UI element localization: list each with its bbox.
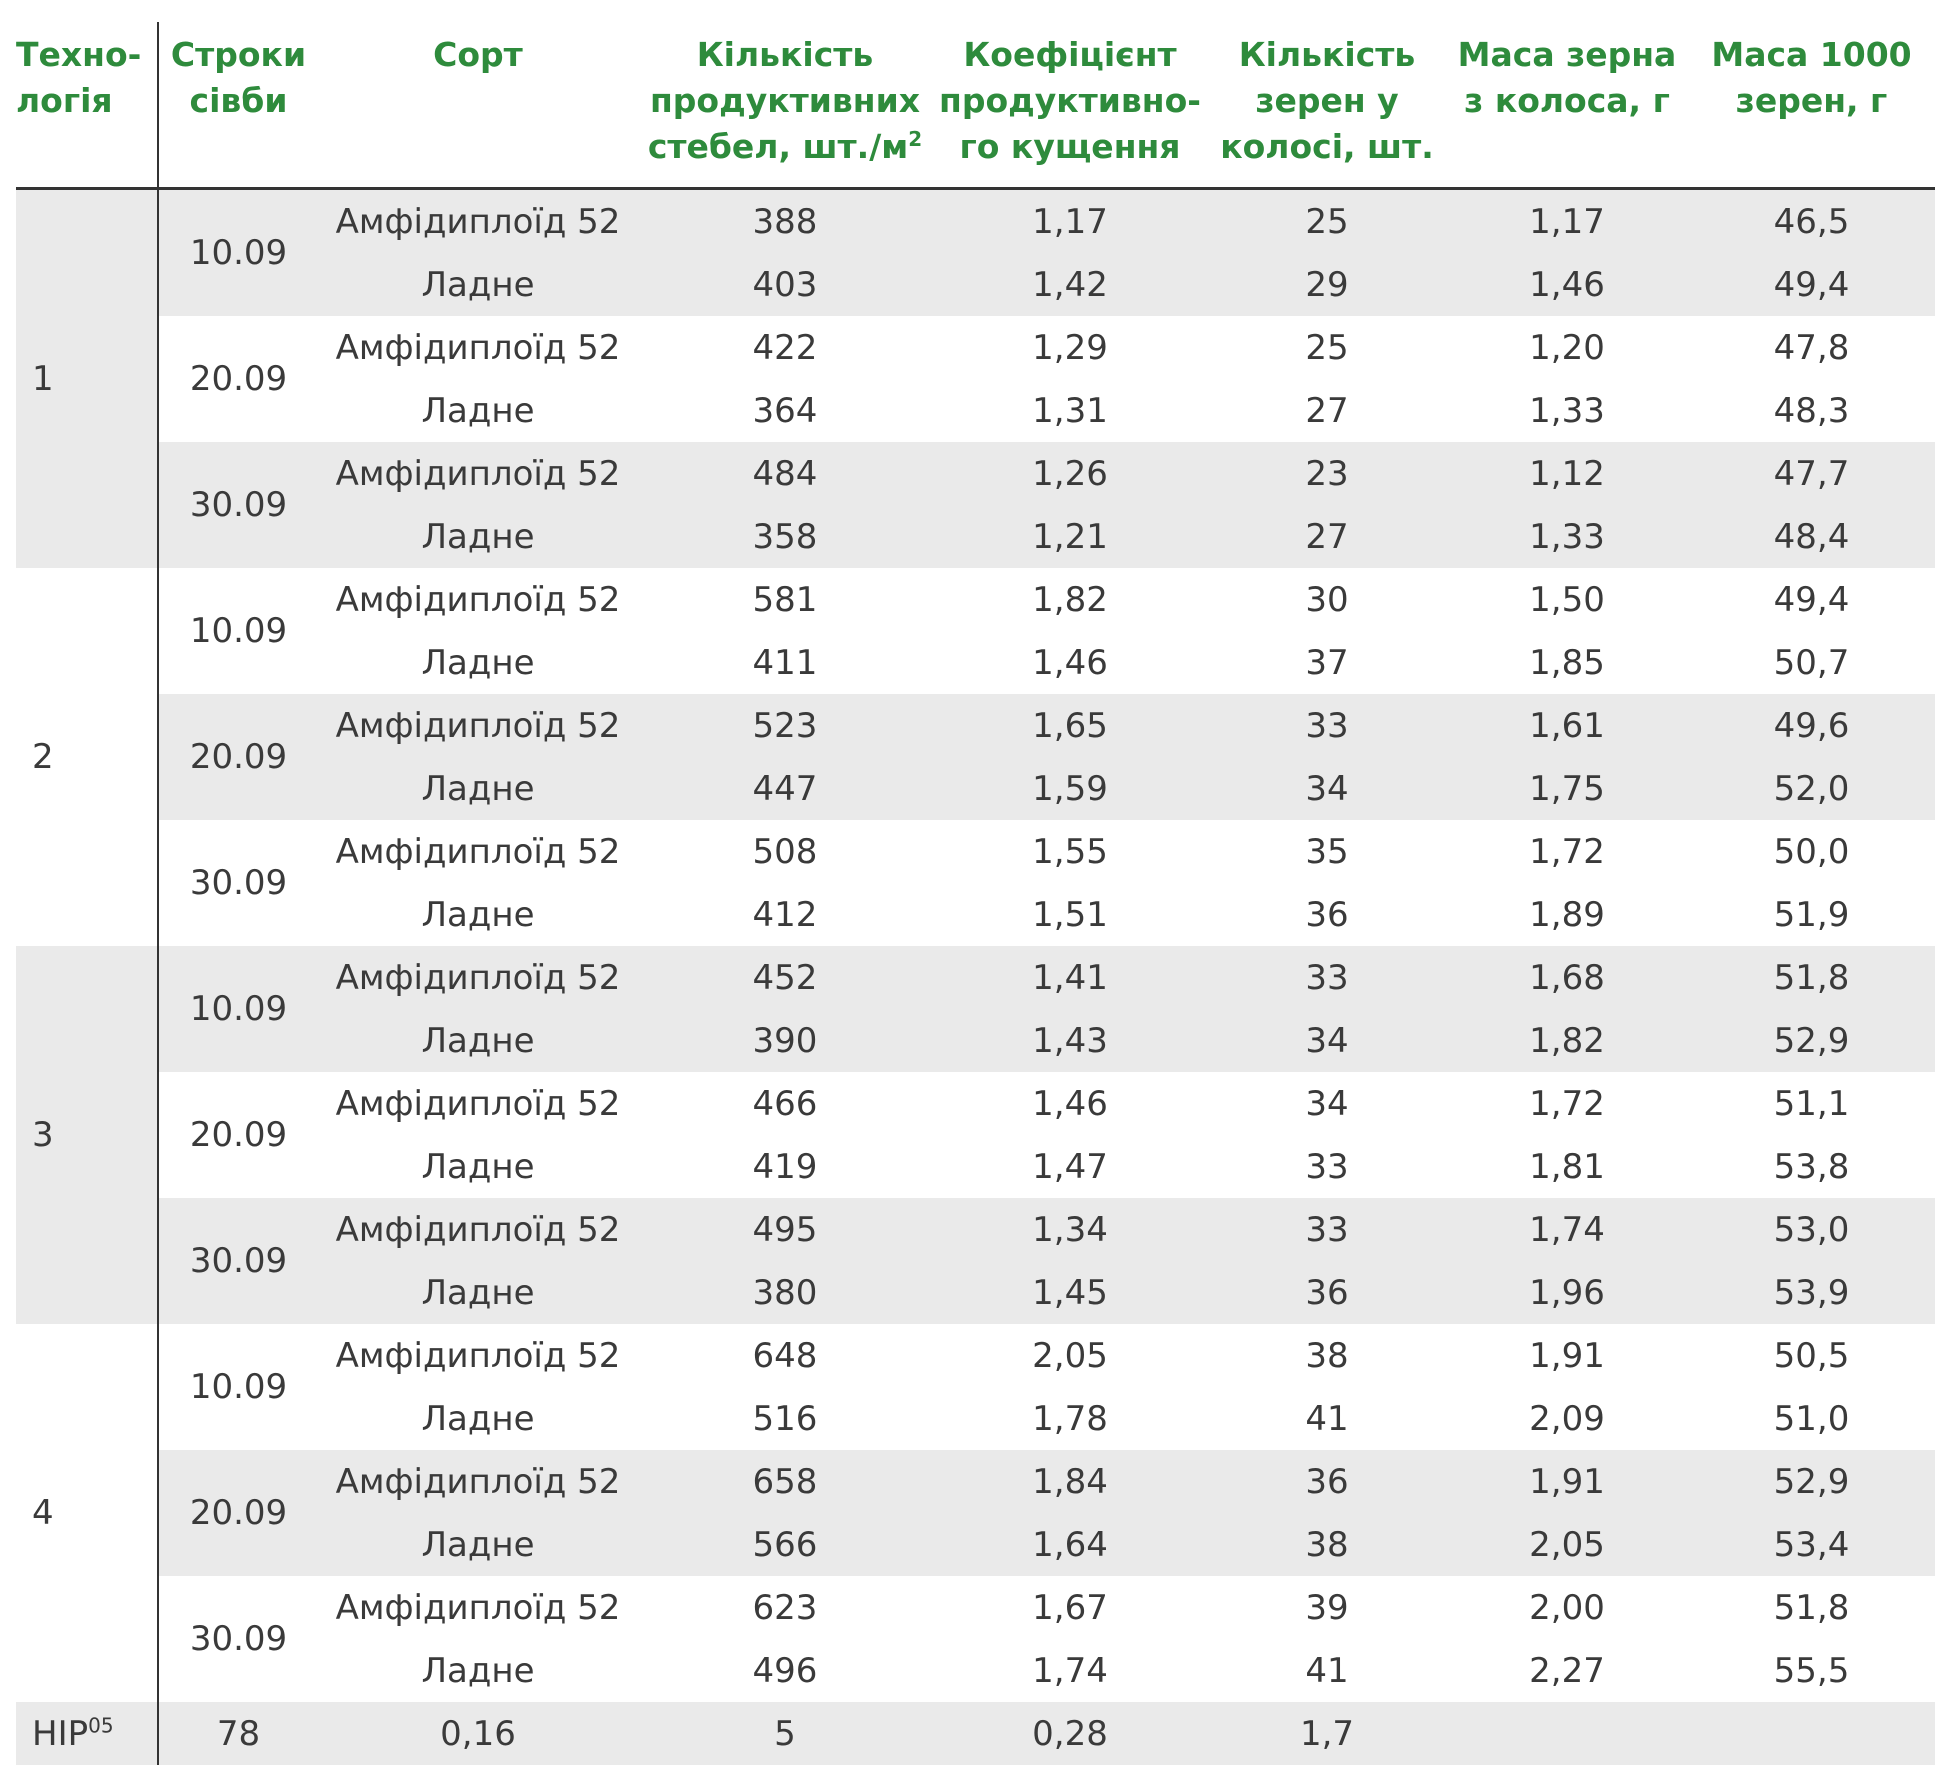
variety-cell: Амфідиплоїд 52 bbox=[318, 189, 638, 254]
nir-empty-cell bbox=[1446, 1702, 1688, 1765]
table-row bbox=[16, 946, 1935, 1009]
mass-ear-cell: 1,68 bbox=[1446, 946, 1688, 1009]
mass-ear-cell: 1,89 bbox=[1529, 894, 1605, 935]
nir-row bbox=[16, 1702, 1935, 1765]
mass-1000-cell: 52,0 bbox=[1688, 757, 1935, 820]
stems-cell: 495 bbox=[638, 1198, 932, 1261]
stems-cell: 380 bbox=[638, 1261, 932, 1324]
mass-1000-cell: 51,0 bbox=[1773, 1398, 1850, 1439]
grains-cell: 41 bbox=[1305, 1398, 1349, 1439]
stems-cell: 447 bbox=[638, 757, 932, 820]
stems-cell: 403 bbox=[638, 253, 932, 316]
grains-cell: 34 bbox=[1305, 1083, 1349, 1124]
stems-cell: 581 bbox=[752, 579, 818, 620]
grains-cell: 35 bbox=[1305, 831, 1349, 872]
mass-1000-cell: 51,8 bbox=[1688, 946, 1935, 1009]
variety-cell: Амфідиплоїд 52 bbox=[335, 579, 621, 620]
mass-1000-cell: 51,8 bbox=[1773, 1587, 1850, 1628]
sowing-date-cell: 20.09 bbox=[189, 359, 288, 399]
mass-1000-cell: 50,5 bbox=[1773, 1335, 1850, 1376]
grains-cell: 34 bbox=[1208, 757, 1446, 820]
mass-1000-cell: 53,4 bbox=[1688, 1513, 1935, 1576]
sowing-date-cell: 30.09 bbox=[189, 1619, 288, 1659]
table-row bbox=[16, 820, 1935, 883]
variety-cell: Амфідиплоїд 52 bbox=[335, 1335, 621, 1376]
coef-cell: 1,43 bbox=[932, 1009, 1208, 1072]
stems-cell: 411 bbox=[752, 642, 818, 683]
mass-1000-cell: 53,0 bbox=[1688, 1198, 1935, 1261]
mass-ear-cell: 1,82 bbox=[1446, 1009, 1688, 1072]
stems-cell: 364 bbox=[752, 390, 818, 431]
coef-cell: 1,31 bbox=[1032, 390, 1108, 431]
mass-ear-cell: 1,91 bbox=[1446, 1450, 1688, 1513]
variety-cell: Ладне bbox=[421, 1398, 535, 1439]
variety-cell: Ладне bbox=[421, 894, 535, 935]
technology-cell: 4 bbox=[16, 1324, 158, 1702]
coef-cell: 1,46 bbox=[1032, 1083, 1108, 1124]
grains-cell: 41 bbox=[1305, 1650, 1349, 1691]
sowing-date-cell: 30.09 bbox=[158, 442, 318, 568]
nir-value: 0,16 bbox=[318, 1702, 638, 1765]
nir-value: 78 bbox=[158, 1702, 318, 1765]
mass-ear-cell: 1,72 bbox=[1529, 1083, 1605, 1124]
stems-cell: 496 bbox=[752, 1650, 818, 1691]
coef-cell: 1,59 bbox=[932, 757, 1208, 820]
mass-1000-cell: 47,8 bbox=[1773, 327, 1850, 368]
header-tillering-coefficient: Коефіцієнт продуктивно-го кущення bbox=[932, 22, 1208, 189]
header-grains-per-ear: Кількість зерен у колосі, шт. bbox=[1208, 22, 1446, 189]
mass-1000-cell: 53,8 bbox=[1773, 1146, 1850, 1187]
grains-cell: 36 bbox=[1305, 894, 1349, 935]
coef-cell: 1,74 bbox=[1032, 1650, 1108, 1691]
mass-ear-cell: 2,00 bbox=[1529, 1587, 1605, 1628]
mass-1000-cell: 51,1 bbox=[1773, 1083, 1850, 1124]
mass-ear-cell: 1,91 bbox=[1529, 1335, 1605, 1376]
grains-cell: 33 bbox=[1208, 946, 1446, 1009]
mass-1000-cell: 55,5 bbox=[1773, 1650, 1850, 1691]
coef-cell: 1,64 bbox=[932, 1513, 1208, 1576]
grains-cell: 27 bbox=[1305, 390, 1349, 431]
coef-cell: 1,41 bbox=[932, 946, 1208, 1009]
variety-cell: Ладне bbox=[318, 757, 638, 820]
stems-cell: 623 bbox=[752, 1587, 818, 1628]
stems-cell: 390 bbox=[638, 1009, 932, 1072]
sowing-date-cell: 20.09 bbox=[158, 1450, 318, 1576]
variety-cell: Ладне bbox=[318, 1513, 638, 1576]
variety-cell: Амфідиплоїд 52 bbox=[318, 694, 638, 757]
mass-1000-cell: 49,4 bbox=[1773, 579, 1850, 620]
sowing-date-cell: 20.09 bbox=[158, 694, 318, 820]
mass-1000-cell: 49,6 bbox=[1688, 694, 1935, 757]
coef-cell: 1,55 bbox=[1032, 831, 1108, 872]
stems-cell: 484 bbox=[638, 442, 932, 505]
header-stems: Кількість продуктивних стебел, $шт./м^2$ bbox=[638, 22, 932, 189]
grains-cell: 30 bbox=[1305, 579, 1349, 620]
stems-cell: 358 bbox=[638, 505, 932, 568]
grains-cell: 38 bbox=[1208, 1513, 1446, 1576]
variety-cell: Ладне bbox=[421, 1650, 535, 1691]
mass-ear-cell: 2,27 bbox=[1529, 1650, 1605, 1691]
coef-cell: 1,45 bbox=[932, 1261, 1208, 1324]
variety-cell: Амфідиплоїд 52 bbox=[318, 946, 638, 1009]
mass-1000-cell: 48,4 bbox=[1688, 505, 1935, 568]
grains-cell: 25 bbox=[1208, 189, 1446, 254]
nir-value: 0,28 bbox=[932, 1702, 1208, 1765]
table-row bbox=[16, 568, 1935, 631]
coef-cell: 1,47 bbox=[1032, 1146, 1108, 1187]
coef-cell: 1,17 bbox=[932, 189, 1208, 254]
coef-cell: 1,84 bbox=[932, 1450, 1208, 1513]
mass-ear-cell: 1,81 bbox=[1529, 1146, 1605, 1187]
sowing-date-cell: 10.09 bbox=[189, 1367, 288, 1407]
stems-cell: 422 bbox=[752, 327, 818, 368]
variety-cell: Ладне bbox=[318, 1009, 638, 1072]
coef-cell: 1,21 bbox=[932, 505, 1208, 568]
mass-1000-cell: 53,9 bbox=[1688, 1261, 1935, 1324]
mass-ear-cell: 1,33 bbox=[1446, 505, 1688, 568]
results-table bbox=[16, 22, 1935, 1765]
variety-cell: Ладне bbox=[318, 505, 638, 568]
coef-cell: 1,34 bbox=[932, 1198, 1208, 1261]
sowing-date-cell: 10.09 bbox=[158, 189, 318, 317]
coef-cell: 1,82 bbox=[1032, 579, 1108, 620]
coef-cell: 1,51 bbox=[1032, 894, 1108, 935]
nir-label: НІР$^{05}$ bbox=[16, 1702, 158, 1765]
mass-ear-cell: 1,85 bbox=[1529, 642, 1605, 683]
sowing-date-cell: 10.09 bbox=[158, 946, 318, 1072]
header-thousand-grain-mass: Маса 1000 зерен, г bbox=[1688, 22, 1935, 189]
grains-cell: 27 bbox=[1208, 505, 1446, 568]
stems-cell: 523 bbox=[638, 694, 932, 757]
sowing-date-cell: 30.09 bbox=[189, 863, 288, 903]
header-grain-mass-per-ear: Маса зерна з колоса, г bbox=[1446, 22, 1688, 189]
table-row bbox=[16, 1198, 1935, 1261]
coef-cell: 1,26 bbox=[932, 442, 1208, 505]
sowing-date-cell: 10.09 bbox=[189, 611, 288, 651]
mass-ear-cell: 1,17 bbox=[1446, 189, 1688, 254]
coef-cell: 1,78 bbox=[1032, 1398, 1108, 1439]
variety-cell: Амфідиплоїд 52 bbox=[318, 1198, 638, 1261]
table-row bbox=[16, 189, 1935, 254]
mass-1000-cell: 51,9 bbox=[1773, 894, 1850, 935]
stems-cell: 508 bbox=[752, 831, 818, 872]
stems-cell: 419 bbox=[752, 1146, 818, 1187]
variety-cell: Ладне bbox=[421, 390, 535, 431]
technology-cell: 1 bbox=[16, 189, 158, 569]
mass-ear-cell: 2,05 bbox=[1446, 1513, 1688, 1576]
table-row bbox=[16, 694, 1935, 757]
grains-cell: 33 bbox=[1208, 694, 1446, 757]
mass-1000-cell: 50,0 bbox=[1773, 831, 1850, 872]
grains-cell: 33 bbox=[1208, 1198, 1446, 1261]
grains-cell: 37 bbox=[1305, 642, 1349, 683]
variety-cell: Амфідиплоїд 52 bbox=[318, 1450, 638, 1513]
sowing-date-cell: 30.09 bbox=[158, 1198, 318, 1324]
mass-ear-cell: 1,74 bbox=[1446, 1198, 1688, 1261]
grains-cell: 34 bbox=[1208, 1009, 1446, 1072]
table-body bbox=[16, 189, 1935, 1766]
variety-cell: Амфідиплоїд 52 bbox=[318, 442, 638, 505]
mass-1000-cell: 52,9 bbox=[1688, 1009, 1935, 1072]
technology-cell: 2 bbox=[16, 568, 158, 946]
nir-empty-cell bbox=[1688, 1702, 1935, 1765]
mass-1000-cell: 49,4 bbox=[1688, 253, 1935, 316]
stems-cell: 388 bbox=[638, 189, 932, 254]
mass-ear-cell: 2,09 bbox=[1529, 1398, 1605, 1439]
table-row bbox=[16, 1576, 1935, 1639]
grains-cell: 36 bbox=[1208, 1450, 1446, 1513]
header-technology: Техно-логія bbox=[16, 22, 158, 189]
stems-cell: 566 bbox=[638, 1513, 932, 1576]
stems-cell: 452 bbox=[638, 946, 932, 1009]
grains-cell: 29 bbox=[1208, 253, 1446, 316]
variety-cell: Ладне bbox=[318, 1261, 638, 1324]
table-row bbox=[16, 316, 1935, 379]
mass-1000-cell: 52,9 bbox=[1688, 1450, 1935, 1513]
stems-cell: 516 bbox=[752, 1398, 818, 1439]
stems-cell: 648 bbox=[752, 1335, 818, 1376]
sowing-date-cell: 20.09 bbox=[189, 1115, 288, 1155]
nir-value: 5 bbox=[638, 1702, 932, 1765]
mass-1000-cell: 47,7 bbox=[1688, 442, 1935, 505]
table-row bbox=[16, 1072, 1935, 1135]
coef-cell: 2,05 bbox=[1032, 1335, 1108, 1376]
stems-cell: 466 bbox=[752, 1083, 818, 1124]
mass-ear-cell: 1,12 bbox=[1446, 442, 1688, 505]
mass-ear-cell: 1,96 bbox=[1446, 1261, 1688, 1324]
mass-ear-cell: 1,72 bbox=[1529, 831, 1605, 872]
variety-cell: Ладне bbox=[421, 1146, 535, 1187]
grains-cell: 39 bbox=[1305, 1587, 1349, 1628]
grains-cell: 38 bbox=[1305, 1335, 1349, 1376]
header-row bbox=[16, 22, 1935, 189]
coef-cell: 1,67 bbox=[1032, 1587, 1108, 1628]
coef-cell: 1,42 bbox=[932, 253, 1208, 316]
variety-cell: Амфідиплоїд 52 bbox=[335, 327, 621, 368]
variety-cell: Ладне bbox=[318, 253, 638, 316]
mass-ear-cell: 1,75 bbox=[1446, 757, 1688, 820]
mass-1000-cell: 46,5 bbox=[1688, 189, 1935, 254]
variety-cell: Амфідиплоїд 52 bbox=[335, 1587, 621, 1628]
table-row bbox=[16, 1450, 1935, 1513]
variety-cell: Ладне bbox=[421, 642, 535, 683]
grains-cell: 23 bbox=[1208, 442, 1446, 505]
mass-ear-cell: 1,46 bbox=[1446, 253, 1688, 316]
mass-ear-cell: 1,61 bbox=[1446, 694, 1688, 757]
table-row bbox=[16, 442, 1935, 505]
mass-ear-cell: 1,33 bbox=[1529, 390, 1605, 431]
mass-1000-cell: 50,7 bbox=[1773, 642, 1850, 683]
header-sowing-date: Строки сівби bbox=[158, 22, 318, 189]
mass-1000-cell: 48,3 bbox=[1773, 390, 1850, 431]
coef-cell: 1,46 bbox=[1032, 642, 1108, 683]
grains-cell: 33 bbox=[1305, 1146, 1349, 1187]
table-row bbox=[16, 1324, 1935, 1387]
header-variety: Сорт bbox=[318, 22, 638, 189]
stems-cell: 658 bbox=[638, 1450, 932, 1513]
variety-cell: Амфідиплоїд 52 bbox=[335, 831, 621, 872]
stems-cell: 412 bbox=[752, 894, 818, 935]
variety-cell: Амфідиплоїд 52 bbox=[335, 1083, 621, 1124]
coef-cell: 1,65 bbox=[932, 694, 1208, 757]
grains-cell: 36 bbox=[1208, 1261, 1446, 1324]
nir-value: 1,7 bbox=[1208, 1702, 1446, 1765]
mass-ear-cell: 1,50 bbox=[1529, 579, 1605, 620]
grains-cell: 25 bbox=[1305, 327, 1349, 368]
coef-cell: 1,29 bbox=[1032, 327, 1108, 368]
technology-cell: 3 bbox=[16, 946, 158, 1324]
mass-ear-cell: 1,20 bbox=[1529, 327, 1605, 368]
